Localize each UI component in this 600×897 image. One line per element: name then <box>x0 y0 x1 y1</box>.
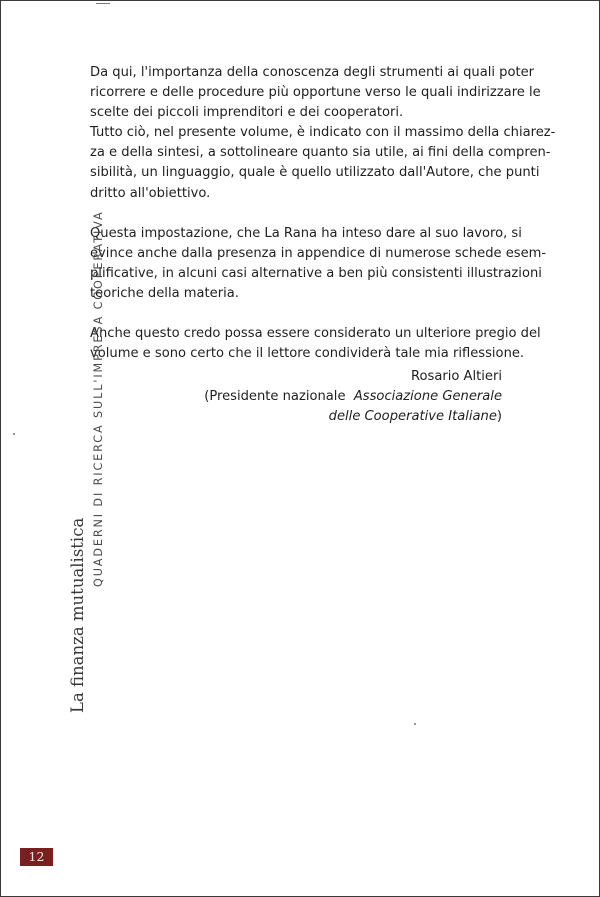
text-line: teoriche della materia. <box>90 285 239 301</box>
text-line: ricorrere e delle procedure più opportune verso le quali indirizzare le <box>90 85 541 101</box>
signatory-org-line <box>201 407 502 427</box>
text-line: Anche questo credo possa essere considerato un ulteriore pregio del <box>90 326 541 342</box>
text-line: volume e sono certo che il lettore condividerà tale mia riflessione. <box>90 346 525 362</box>
series-title: QUADERNI DI RICERCA SULL'IMPRESA COOPERATIVA <box>92 210 105 587</box>
body-text <box>90 63 556 364</box>
closing-parenthesis: ) <box>496 409 502 425</box>
text-line: Tutto ciò, nel presente volume, è indicato con il massimo della chiarez- <box>90 125 556 141</box>
print-speck <box>13 433 15 435</box>
signatory-role-line <box>201 387 502 407</box>
spine-running-head <box>67 210 109 713</box>
print-speck <box>414 723 416 725</box>
text-line: dritto all'obiettivo. <box>90 185 211 201</box>
text-line: Da qui, l'importanza della conoscenza degli strumenti ai quali poter <box>90 65 535 80</box>
paragraph-3 <box>90 224 547 304</box>
text-line: plificative, in alcuni casi alternative a ben più consistenti illustrazioni <box>90 265 542 281</box>
text-line: za e della sintesi, a sottolineare quanto sia utile, ai fini della compren- <box>90 145 551 161</box>
page-number: 12 <box>20 848 53 866</box>
paragraph-1 <box>90 63 541 123</box>
text-line: evince anche dalla presenza in appendice di numerose schede esem- <box>90 245 547 261</box>
text-line: scelte dei piccoli imprenditori e dei cooperatori. <box>90 105 404 121</box>
print-speck <box>96 3 110 4</box>
signatory-name: Rosario Altieri <box>410 369 502 384</box>
signatory-role: (Presidente nazionale <box>204 389 346 405</box>
paragraph-4 <box>90 324 541 364</box>
paragraph-2 <box>90 123 556 203</box>
text-line: Questa impostazione, che La Rana ha inteso dare al suo lavoro, si <box>90 225 522 241</box>
signature-block <box>201 367 502 427</box>
organization-name-line1: Associazione Generale <box>353 389 502 405</box>
book-title: La finanza mutualistica <box>68 517 87 713</box>
text-line: sibilità, un linguaggio, quale è quello utilizzato dall'Autore, che punti <box>90 165 540 181</box>
organization-name-line2: delle Cooperative Italiane <box>328 409 497 425</box>
